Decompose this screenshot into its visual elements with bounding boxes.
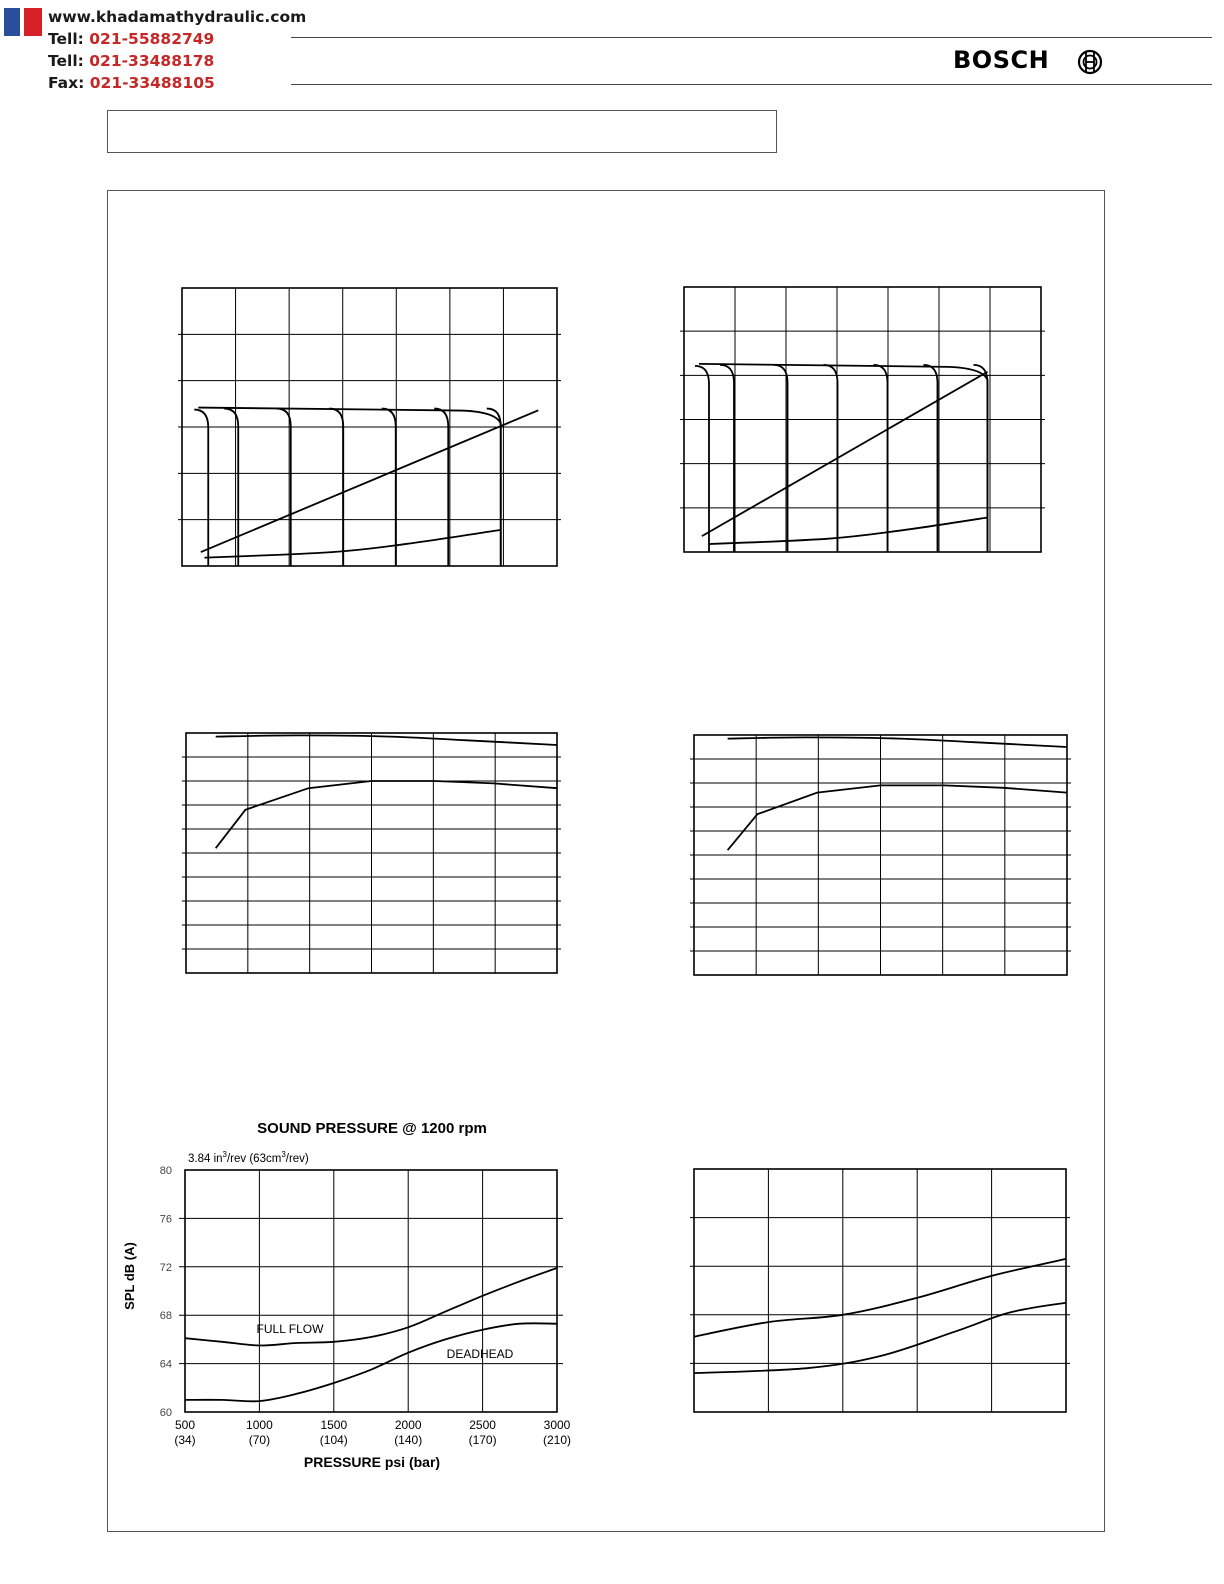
y-tick-label: 76 (159, 1213, 172, 1226)
website-link[interactable]: www.khadamathydraulic.com (48, 8, 307, 26)
flow-chart-right-cutoff-curve (973, 365, 987, 552)
sound-chart-left-grid (179, 1170, 563, 1412)
y-tick-label: 60 (159, 1407, 172, 1419)
sound-chart-right-plot-border (694, 1169, 1066, 1412)
x-tick-label-psi: 2500 (469, 1418, 496, 1432)
phone-number: 021-55882749 (89, 30, 215, 48)
x-tick-label-psi: 1500 (320, 1418, 348, 1432)
x-tick-label-bar: (140) (394, 1433, 423, 1447)
flow-chart-right-input-curve (709, 518, 988, 545)
flow-chart-right-power-line (702, 372, 988, 536)
x-tick-label-bar: (70) (248, 1433, 271, 1447)
flow-chart-left-cutoff-curve (329, 409, 343, 566)
efficiency-chart-left-efficiency-line (216, 781, 557, 848)
flow-chart-left-cutoff-curve (434, 409, 448, 566)
phone-number: 021-33488178 (89, 52, 215, 70)
sound-line (694, 1303, 1066, 1373)
efficiency-chart-right-efficiency-line (728, 785, 1067, 850)
flow-chart-left-cutoff-curve (487, 409, 501, 566)
y-tick-label: 72 (159, 1261, 172, 1274)
flow-chart-left-grid (178, 288, 561, 566)
y-tick-label: 80 (159, 1165, 172, 1177)
efficiency-chart-left-efficiency-line (216, 735, 557, 745)
flow-chart-right-cutoff-curve (774, 365, 788, 552)
y-tick-label: 64 (159, 1358, 172, 1371)
brand-name: BOSCH (953, 46, 1050, 74)
x-tick-label-bar: (170) (468, 1433, 497, 1447)
contact-label: Tell: (48, 30, 84, 48)
efficiency-chart-left-grid (182, 733, 561, 973)
full-flow-label: FULL FLOW (256, 1322, 324, 1336)
x-tick-label-bar: (34) (174, 1433, 196, 1447)
contact-label: Tell: (48, 52, 84, 70)
flow-chart-right-cutoff-curve (695, 366, 709, 552)
fax-number: 021-33488105 (89, 74, 215, 92)
sound-chart-xlabel: PRESSURE psi (bar) (303, 1454, 441, 1470)
x-tick-label-bar: (104) (319, 1433, 348, 1447)
flow-chart-left-cutoff-curve (382, 409, 396, 566)
x-tick-label-bar: (210) (542, 1433, 572, 1447)
contact-label: Fax: (48, 74, 85, 92)
flow-chart-right-cutoff-curve (873, 365, 887, 552)
efficiency-chart-right-efficiency-line (728, 737, 1067, 747)
flow-chart-left-cutoff-curve (194, 410, 208, 566)
sound-chart-left-plot-border (185, 1170, 557, 1412)
deadhead-label: DEADHEAD (446, 1347, 514, 1361)
sound-chart-right-grid (690, 1169, 1070, 1412)
full-flow-line (185, 1268, 557, 1346)
x-tick-label-psi: 3000 (543, 1418, 571, 1432)
y-tick-label: 68 (159, 1310, 172, 1323)
x-tick-label-psi: 2000 (394, 1418, 422, 1432)
x-tick-label-psi: 500 (174, 1418, 196, 1432)
flow-chart-right-cutoff-curve (923, 365, 937, 552)
x-tick-label-psi: 1000 (246, 1418, 273, 1432)
efficiency-chart-right-grid (690, 735, 1071, 975)
sound-chart-ylabel: SPL dB (A) (122, 1242, 137, 1310)
sound-line (694, 1259, 1066, 1337)
flow-chart-left-input-curve (205, 530, 501, 558)
sound-chart-title: SOUND PRESSURE @ 1200 rpm (257, 1120, 487, 1137)
deadhead-line (185, 1323, 557, 1401)
flow-chart-left-cutoff-curve (224, 409, 238, 566)
flow-chart-left-power-line (201, 410, 539, 552)
sound-chart-subtitle: 3.84 $in^3$/rev $(63cm^3/rev)$ (188, 1150, 309, 1165)
flow-chart-left-flow-curve (198, 408, 501, 566)
